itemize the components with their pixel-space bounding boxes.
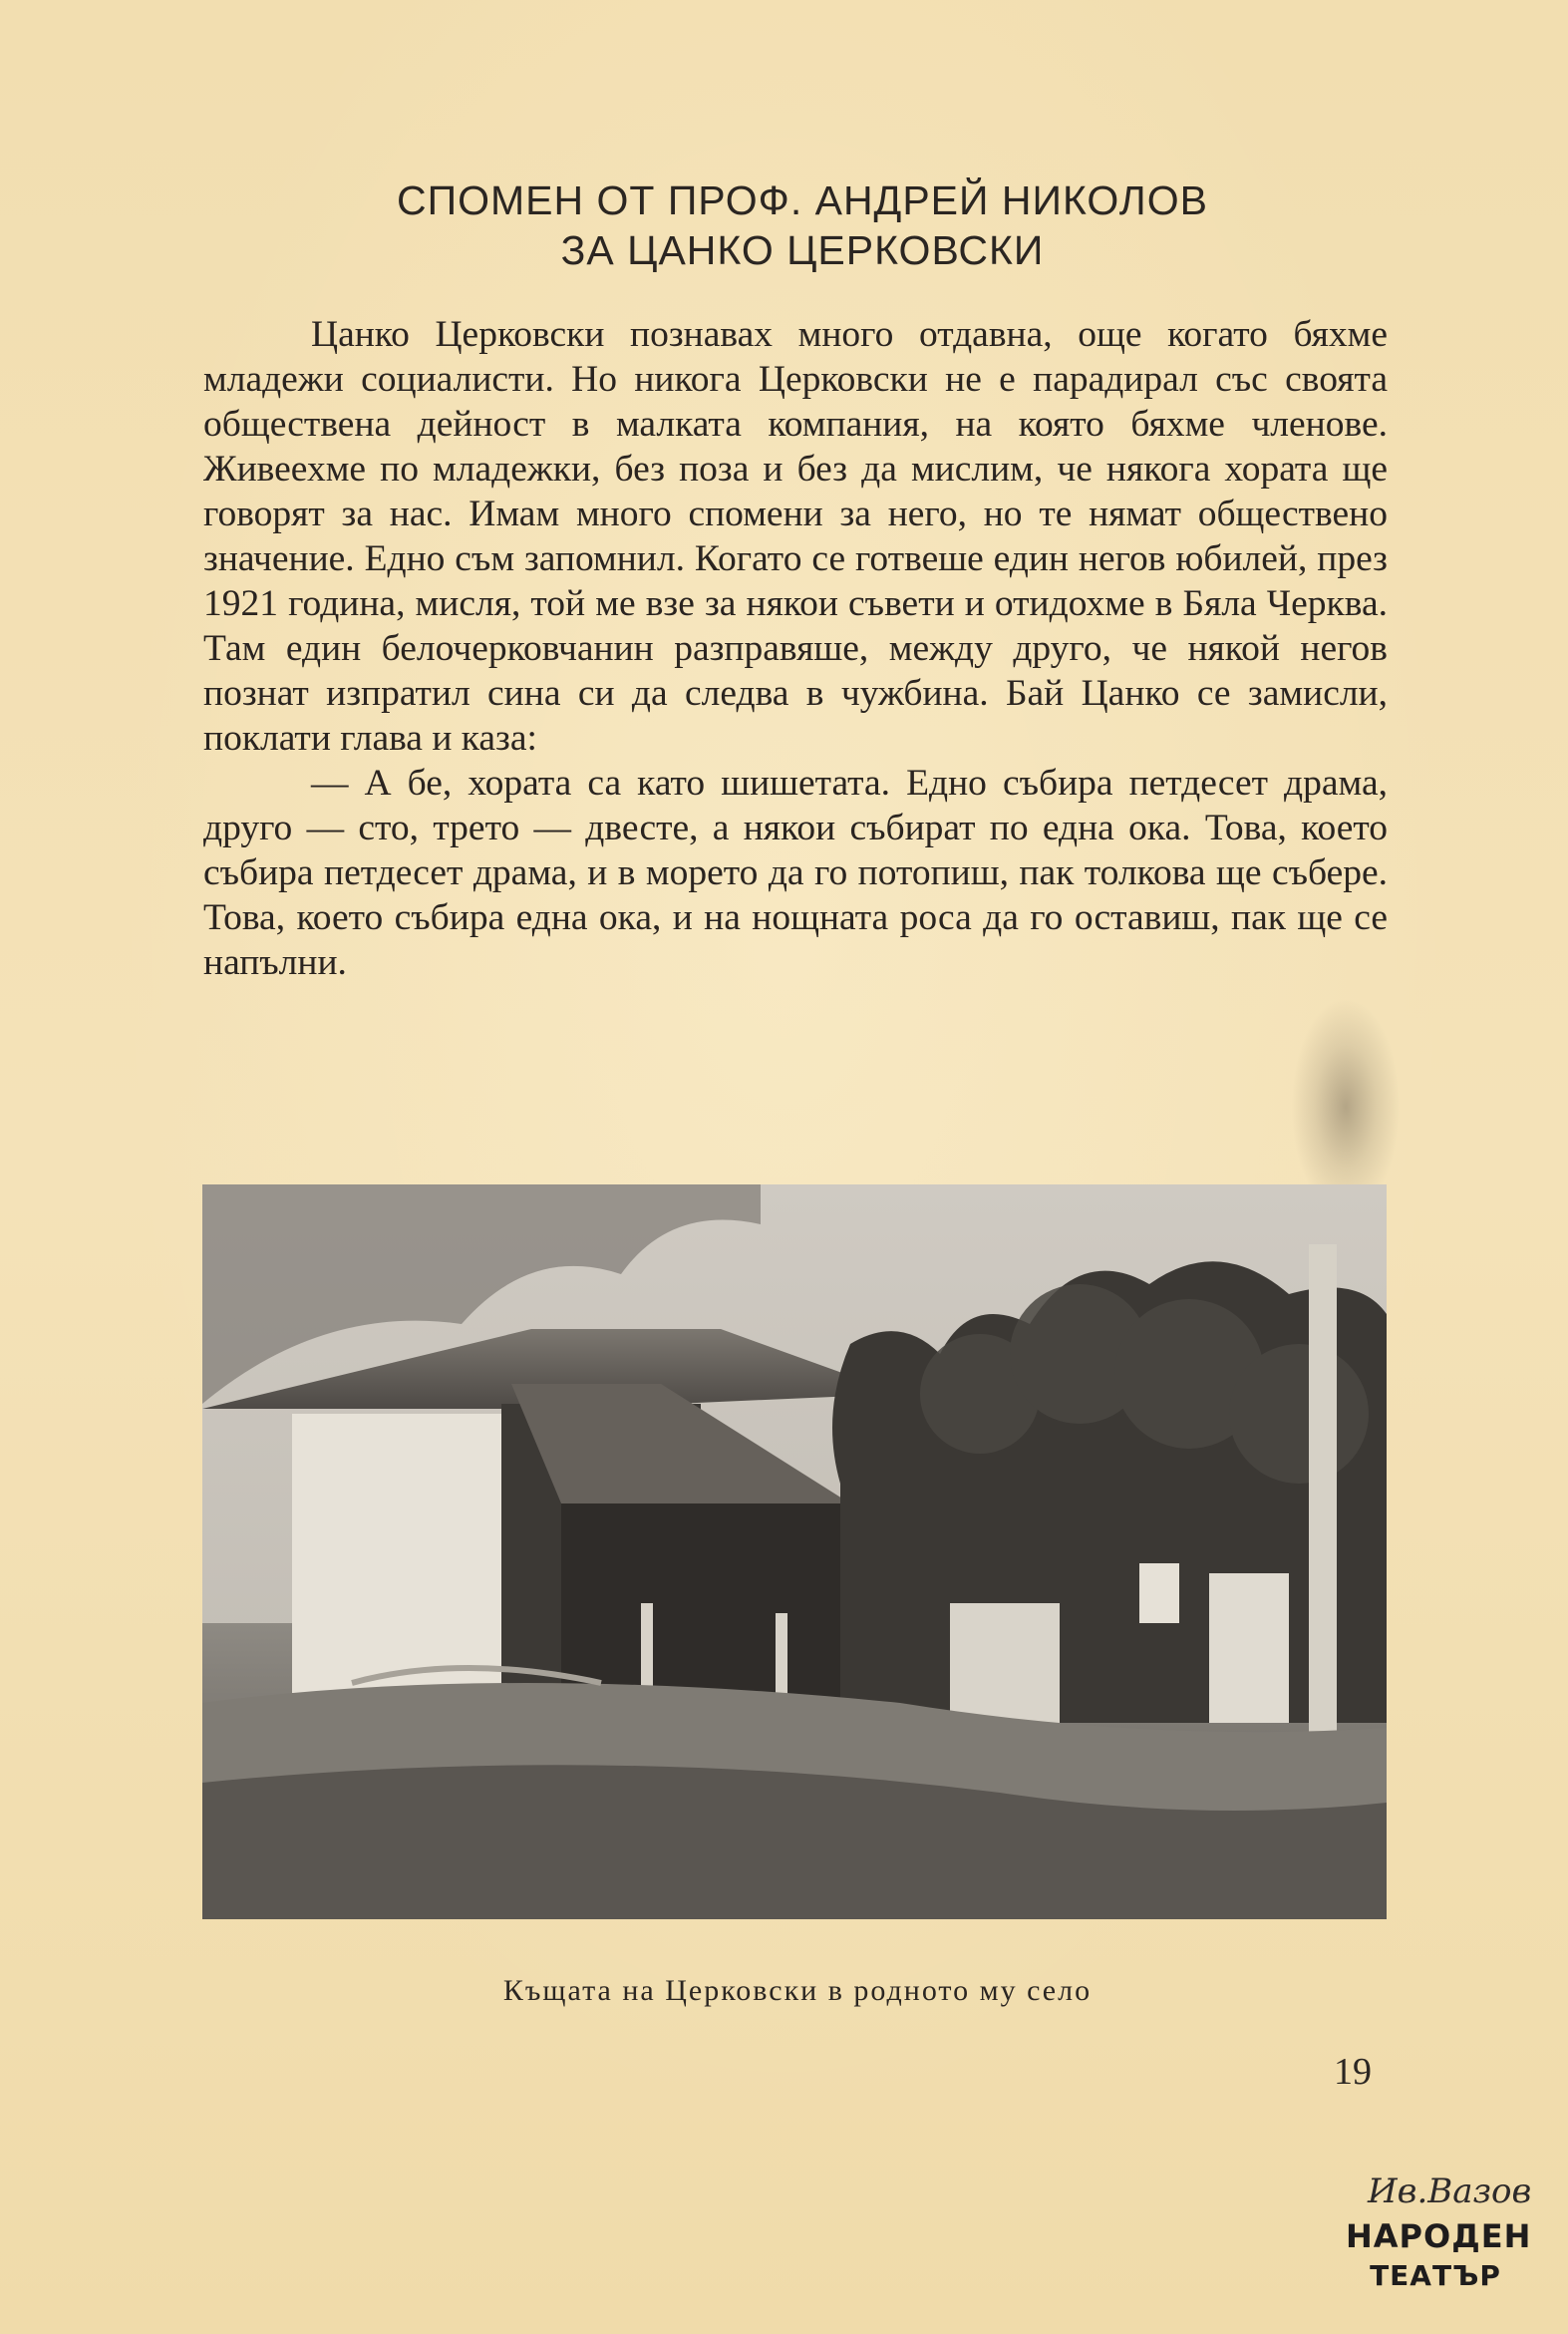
paragraph: Цанко Церковски познавах много отдавна, още когато бяхме младежи социалисти. Но никога Церковски не е парадирал със своята обществена дейност в малката компания, на която бяхме членове. Живеехме по младежки, без поза и без да мислим, че някога хората ще говорят за нас. Имам много спомени за него, но те нямат обществено значение. Едно съм запомнил. Когато се готвеше един негов юбилей, през 1921 година, мисля, той ме взе за някои съвети и отидохме в Бяла Черква. Там един белочерковчанин разправяше, между друго, че някой негов познат изпратил сина си да следва в чужбина. Бай Цанко се замисли, поклати глава и каза: bbox=[203, 314, 1388, 759]
stamp-line-2: ТЕАТЪР bbox=[1370, 2259, 1501, 2292]
stamp-signature: Ив.Вазов bbox=[1368, 2171, 1532, 2211]
stamp-line-1: НАРОДЕН bbox=[1346, 2217, 1532, 2255]
paragraph: — А бе, хората са като шишетата. Едно събира петдесет драма, друго — сто, трето — двесте, а някои събират по една ока. Това, което събира петдесет драма, и в морето да го потопиш, пак толкова ще събере. Това, което събира една ока, и на нощната роса да го оставиш, пак ще се напълни. bbox=[203, 763, 1388, 983]
page-number: 19 bbox=[1334, 2051, 1372, 2093]
article-body bbox=[203, 312, 1388, 985]
photo-caption: Къщата на Церковски в родното му село bbox=[502, 1974, 1093, 2007]
page-title bbox=[199, 175, 1406, 275]
house-photo-illustration bbox=[202, 1184, 1387, 1919]
title-line-1: СПОМЕН ОТ ПРОФ. АНДРЕЙ НИКОЛОВ bbox=[397, 177, 1208, 223]
library-stamp bbox=[1346, 2171, 1532, 2321]
title-line-2: ЗА ЦАНКО ЦЕРКОВСКИ bbox=[560, 227, 1045, 273]
house-photo bbox=[202, 1184, 1387, 1919]
paper-stain bbox=[1291, 997, 1401, 1216]
